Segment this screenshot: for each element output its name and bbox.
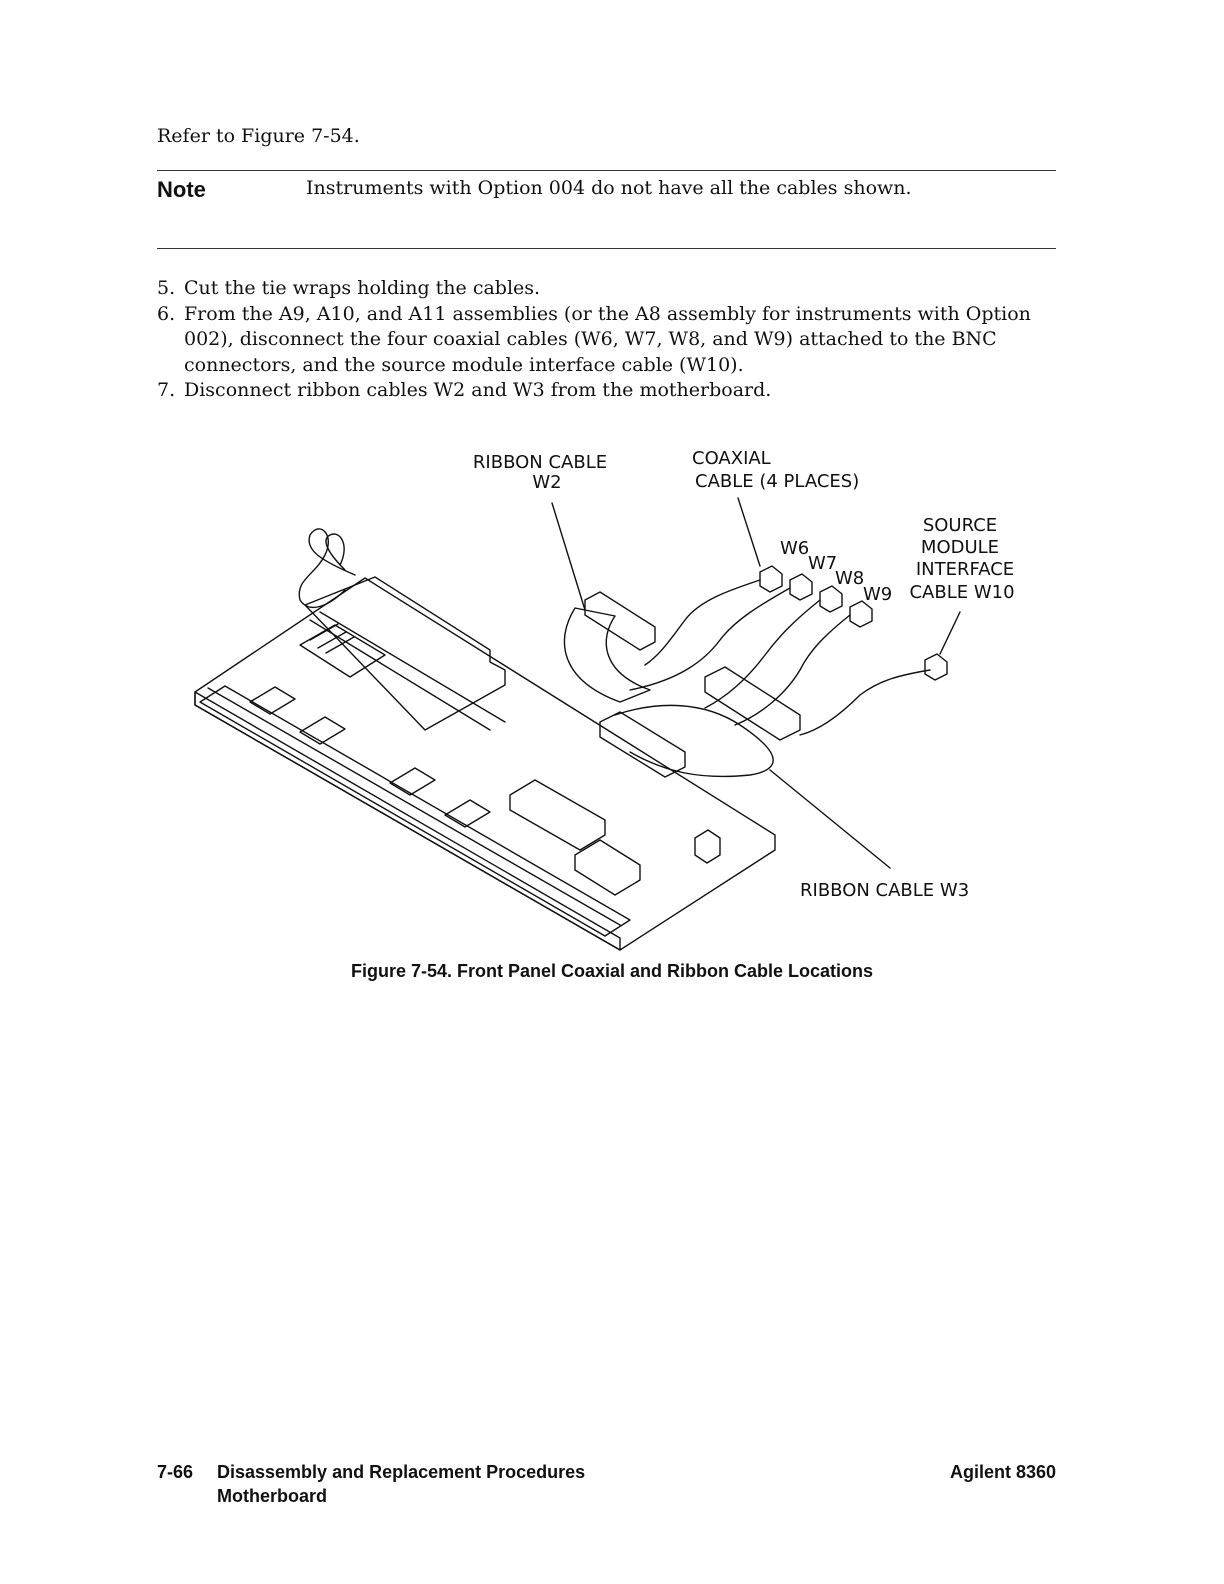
footer-product: Agilent 8360 bbox=[949, 1462, 1056, 1482]
note-label: Note bbox=[157, 177, 206, 202]
w3-connector-lower bbox=[600, 712, 685, 777]
figure-7-54 bbox=[160, 440, 1060, 960]
w2-connector bbox=[585, 592, 655, 650]
step-text: From the A9, A10, and A11 assemblies (or the A8 assembly for instruments with Option 002), disconnect the four coaxial cables (W6, W7, W8, and W9) attached to the BNC connectors, and the source module interface cable (W10). bbox=[184, 302, 1031, 376]
footer-section: Disassembly and Replacement Procedures bbox=[217, 1462, 586, 1482]
lower-connector bbox=[575, 840, 640, 895]
card-slot-board bbox=[305, 577, 505, 730]
motherboard-plate-edge bbox=[195, 692, 620, 950]
step-item bbox=[157, 276, 1057, 302]
label-w7: W7 bbox=[808, 553, 838, 574]
label-w9: W9 bbox=[863, 584, 893, 605]
note-bottom-rule bbox=[157, 248, 1056, 249]
board-connector bbox=[390, 768, 435, 795]
step-text: Cut the tie wraps holding the cables. bbox=[184, 277, 541, 299]
label-interface: INTERFACE bbox=[915, 559, 1015, 580]
step-item bbox=[157, 302, 1057, 379]
note-top-rule bbox=[157, 170, 1056, 171]
bnc-w6 bbox=[760, 566, 782, 592]
label-ribbon-w2: RIBBON CABLE bbox=[472, 452, 608, 473]
board-connector bbox=[445, 800, 490, 827]
note-text: Instruments with Option 004 do not have all the cables shown. bbox=[306, 177, 912, 199]
step-number: 5. bbox=[157, 277, 176, 299]
bnc-w7 bbox=[790, 574, 812, 600]
board-connector bbox=[300, 717, 345, 744]
leader-w10 bbox=[940, 612, 960, 654]
bnc-w8 bbox=[820, 586, 842, 612]
w3-connector bbox=[705, 667, 800, 740]
label-cable-w10: CABLE W10 bbox=[909, 582, 1015, 603]
label-ribbon-w2-id: W2 bbox=[532, 472, 562, 493]
label-w6: W6 bbox=[780, 538, 810, 559]
figure-caption: Figure 7-54. Front Panel Coaxial and Ribbon Cable Locations bbox=[350, 961, 874, 981]
intro-text: Refer to Figure 7-54. bbox=[157, 125, 360, 147]
label-w8: W8 bbox=[835, 568, 865, 589]
label-module: MODULE bbox=[920, 537, 1000, 558]
label-coaxial-places: CABLE (4 PLACES) bbox=[695, 471, 860, 492]
board-connector bbox=[250, 687, 295, 714]
step-number: 7. bbox=[157, 379, 176, 401]
procedure-steps bbox=[157, 276, 1057, 404]
lower-connector bbox=[510, 780, 605, 850]
page-number: 7-66 bbox=[157, 1462, 194, 1482]
label-coaxial: COAXIAL bbox=[692, 448, 771, 469]
cable-diagram bbox=[160, 440, 1060, 960]
step-number: 6. bbox=[157, 302, 176, 325]
chip bbox=[300, 625, 385, 677]
label-ribbon-w3: RIBBON CABLE W3 bbox=[800, 880, 970, 901]
bnc-w10 bbox=[925, 654, 947, 680]
coax-w6 bbox=[645, 580, 760, 665]
leader-w3 bbox=[770, 770, 890, 868]
w3-ribbon bbox=[615, 705, 773, 776]
step-text: Disconnect ribbon cables W2 and W3 from the motherboard. bbox=[184, 379, 772, 401]
source-connector-block bbox=[695, 830, 720, 863]
footer-subsection: Motherboard bbox=[217, 1486, 327, 1506]
motherboard-plate bbox=[195, 578, 775, 950]
leader-w2 bbox=[552, 503, 585, 610]
label-source: SOURCE bbox=[922, 515, 998, 536]
front-panel-rail bbox=[200, 686, 630, 936]
coax-w10 bbox=[800, 670, 930, 735]
step-item bbox=[157, 378, 1057, 404]
leader-coaxial bbox=[738, 498, 760, 566]
footer-left bbox=[157, 1460, 585, 1508]
